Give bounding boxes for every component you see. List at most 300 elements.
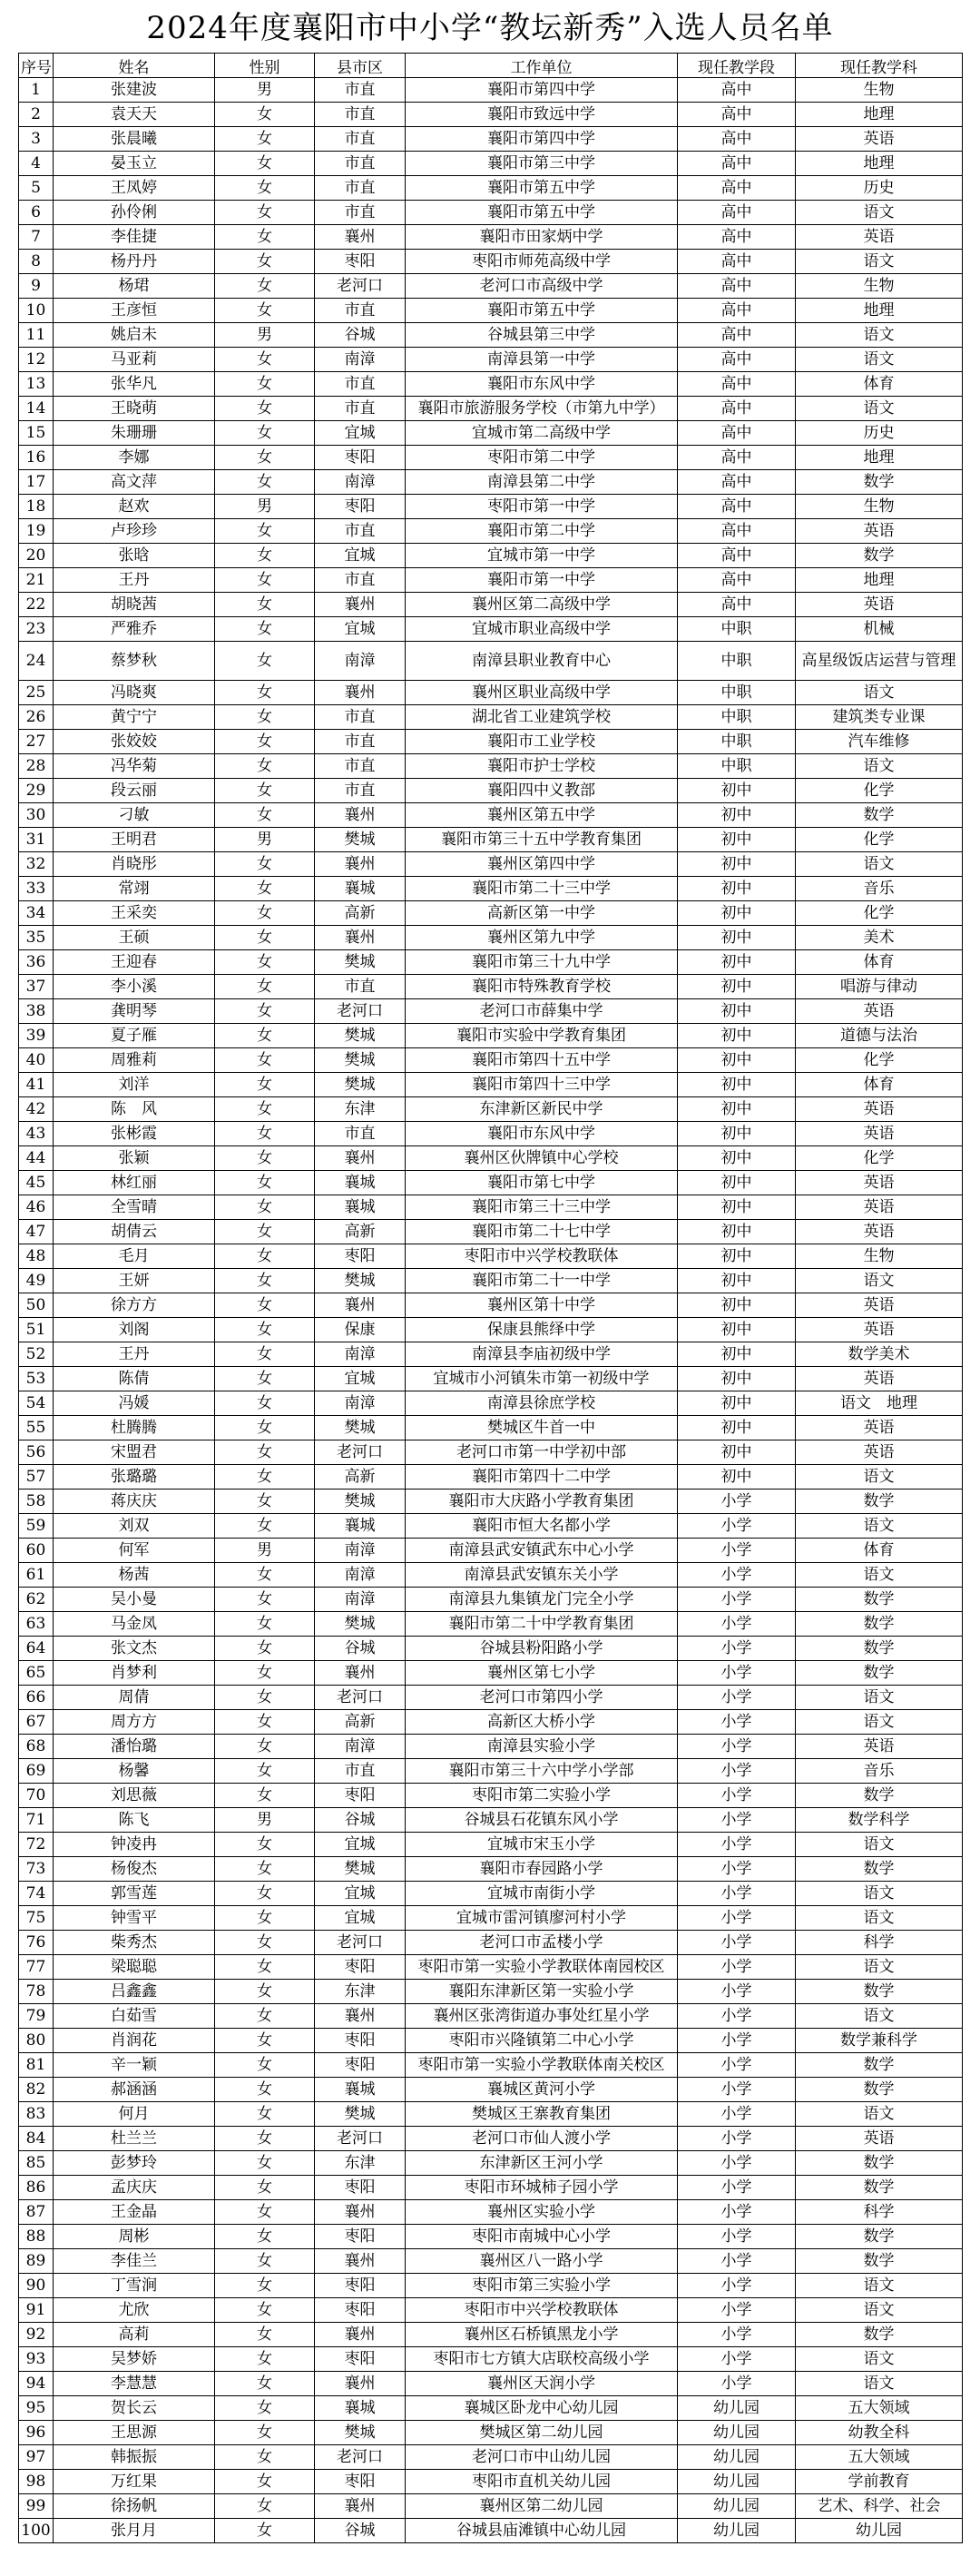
cell-workplace: 襄阳市特殊教育学校 xyxy=(406,975,678,999)
table-row xyxy=(19,2151,963,2176)
cell-name: 周倩 xyxy=(54,1686,215,1710)
cell-workplace: 谷城县第三中学 xyxy=(406,323,678,348)
table-row xyxy=(19,2176,963,2200)
cell-subject: 英语 xyxy=(796,1367,963,1391)
cell-name: 万红果 xyxy=(54,2470,215,2494)
cell-workplace: 襄阳市旅游服务学校（市第九中学） xyxy=(406,397,678,421)
cell-stage: 小学 xyxy=(678,1931,796,1955)
cell-gender: 女 xyxy=(215,446,315,470)
cell-district: 樊城 xyxy=(315,1024,406,1048)
cell-stage: 高中 xyxy=(678,593,796,617)
cell-index: 53 xyxy=(19,1367,54,1391)
cell-index: 70 xyxy=(19,1784,54,1808)
cell-name: 王彦恒 xyxy=(54,299,215,323)
cell-subject: 英语 xyxy=(796,593,963,617)
cell-district: 南漳 xyxy=(315,1735,406,1759)
table-row xyxy=(19,779,963,803)
cell-subject: 数学 xyxy=(796,2249,963,2274)
cell-index: 77 xyxy=(19,1955,54,1980)
cell-index: 33 xyxy=(19,877,54,901)
table-row xyxy=(19,1514,963,1539)
table-row xyxy=(19,1465,963,1490)
table-row xyxy=(19,1784,963,1808)
cell-stage: 小学 xyxy=(678,2200,796,2225)
cell-name: 张月月 xyxy=(54,2519,215,2543)
cell-workplace: 襄阳市第七中学 xyxy=(406,1171,678,1195)
cell-stage: 幼儿园 xyxy=(678,2470,796,2494)
table-row xyxy=(19,1833,963,1857)
cell-stage: 小学 xyxy=(678,2225,796,2249)
cell-name: 辛一颖 xyxy=(54,2053,215,2078)
cell-name: 彭梦玲 xyxy=(54,2151,215,2176)
cell-district: 南漳 xyxy=(315,1342,406,1367)
cell-index: 26 xyxy=(19,705,54,730)
cell-district: 市直 xyxy=(315,975,406,999)
cell-workplace: 枣阳市师苑高级中学 xyxy=(406,250,678,274)
cell-gender: 女 xyxy=(215,1931,315,1955)
cell-index: 28 xyxy=(19,754,54,779)
cell-stage: 小学 xyxy=(678,1833,796,1857)
cell-name: 柴秀杰 xyxy=(54,1931,215,1955)
cell-district: 谷城 xyxy=(315,323,406,348)
cell-gender: 女 xyxy=(215,421,315,446)
cell-district: 市直 xyxy=(315,201,406,225)
cell-index: 11 xyxy=(19,323,54,348)
cell-district: 宜城 xyxy=(315,617,406,642)
cell-gender: 女 xyxy=(215,201,315,225)
cell-subject: 科学 xyxy=(796,1931,963,1955)
cell-gender: 女 xyxy=(215,593,315,617)
cell-subject: 语文 xyxy=(796,1833,963,1857)
cell-gender: 女 xyxy=(215,2519,315,2543)
cell-index: 12 xyxy=(19,348,54,372)
cell-stage: 初中 xyxy=(678,901,796,926)
cell-index: 84 xyxy=(19,2127,54,2151)
cell-district: 市直 xyxy=(315,705,406,730)
cell-gender: 女 xyxy=(215,2494,315,2519)
cell-name: 孙伶俐 xyxy=(54,201,215,225)
cell-name: 张文杰 xyxy=(54,1637,215,1661)
cell-subject: 语文 地理 xyxy=(796,1391,963,1416)
cell-name: 杨茜 xyxy=(54,1563,215,1588)
cell-name: 贺长云 xyxy=(54,2396,215,2421)
cell-index: 87 xyxy=(19,2200,54,2225)
cell-subject: 生物 xyxy=(796,1244,963,1269)
table-row xyxy=(19,1195,963,1220)
cell-workplace: 襄阳市工业学校 xyxy=(406,730,678,754)
cell-workplace: 襄阳市第三十九中学 xyxy=(406,950,678,975)
cell-district: 樊城 xyxy=(315,950,406,975)
cell-name: 段云丽 xyxy=(54,779,215,803)
cell-name: 梁聪聪 xyxy=(54,1955,215,1980)
cell-district: 枣阳 xyxy=(315,495,406,519)
cell-subject: 英语 xyxy=(796,127,963,152)
table-row xyxy=(19,2200,963,2225)
cell-stage: 初中 xyxy=(678,1367,796,1391)
cell-workplace: 枣阳市中兴学校教联体 xyxy=(406,2298,678,2323)
cell-workplace: 襄阳市大庆路小学教育集团 xyxy=(406,1490,678,1514)
cell-name: 严雅乔 xyxy=(54,617,215,642)
cell-stage: 幼儿园 xyxy=(678,2396,796,2421)
cell-index: 98 xyxy=(19,2470,54,2494)
cell-index: 52 xyxy=(19,1342,54,1367)
cell-district: 枣阳 xyxy=(315,2347,406,2372)
cell-gender: 女 xyxy=(215,127,315,152)
cell-subject: 英语 xyxy=(796,1735,963,1759)
cell-index: 37 xyxy=(19,975,54,999)
table-row xyxy=(19,2078,963,2102)
cell-district: 襄州 xyxy=(315,2200,406,2225)
cell-index: 71 xyxy=(19,1808,54,1833)
cell-subject: 科学 xyxy=(796,2200,963,2225)
cell-workplace: 宜城市宋玉小学 xyxy=(406,1833,678,1857)
table-row xyxy=(19,593,963,617)
cell-district: 南漳 xyxy=(315,1391,406,1416)
cell-stage: 初中 xyxy=(678,1195,796,1220)
cell-workplace: 枣阳市环城柿子园小学 xyxy=(406,2176,678,2200)
cell-subject: 英语 xyxy=(796,1318,963,1342)
cell-district: 高新 xyxy=(315,901,406,926)
cell-gender: 女 xyxy=(215,1637,315,1661)
cell-subject: 语文 xyxy=(796,2347,963,2372)
cell-district: 保康 xyxy=(315,1318,406,1342)
cell-name: 马亚莉 xyxy=(54,348,215,372)
cell-index: 83 xyxy=(19,2102,54,2127)
table-row xyxy=(19,1490,963,1514)
table-row xyxy=(19,225,963,250)
cell-workplace: 襄阳市田家炳中学 xyxy=(406,225,678,250)
cell-district: 襄城 xyxy=(315,1195,406,1220)
cell-name: 胡晓茜 xyxy=(54,593,215,617)
cell-gender: 女 xyxy=(215,1342,315,1367)
cell-workplace: 襄州区第四中学 xyxy=(406,852,678,877)
cell-gender: 女 xyxy=(215,1955,315,1980)
cell-stage: 幼儿园 xyxy=(678,2494,796,2519)
cell-subject: 英语 xyxy=(796,999,963,1024)
cell-subject: 语文 xyxy=(796,2274,963,2298)
cell-stage: 初中 xyxy=(678,999,796,1024)
cell-workplace: 老河口市薛集中学 xyxy=(406,999,678,1024)
cell-stage: 小学 xyxy=(678,2372,796,2396)
table-row xyxy=(19,950,963,975)
cell-subject: 数学 xyxy=(796,2225,963,2249)
cell-name: 宋盟君 xyxy=(54,1440,215,1465)
cell-workplace: 襄州区实验小学 xyxy=(406,2200,678,2225)
cell-name: 张颖 xyxy=(54,1146,215,1171)
cell-stage: 初中 xyxy=(678,1269,796,1293)
cell-name: 钟雪平 xyxy=(54,1906,215,1931)
cell-stage: 小学 xyxy=(678,1784,796,1808)
cell-index: 91 xyxy=(19,2298,54,2323)
cell-gender: 女 xyxy=(215,250,315,274)
cell-district: 襄州 xyxy=(315,225,406,250)
cell-district: 高新 xyxy=(315,1220,406,1244)
cell-district: 市直 xyxy=(315,78,406,103)
cell-subject: 语文 xyxy=(796,852,963,877)
table-row xyxy=(19,2372,963,2396)
cell-workplace: 襄城区卧龙中心幼儿园 xyxy=(406,2396,678,2421)
cell-workplace: 襄城区黄河小学 xyxy=(406,2078,678,2102)
table-row xyxy=(19,1906,963,1931)
cell-workplace: 宜城市职业高级中学 xyxy=(406,617,678,642)
cell-subject: 地理 xyxy=(796,299,963,323)
table-row xyxy=(19,1882,963,1906)
cell-workplace: 枣阳市第一实验小学教联体南关校区 xyxy=(406,2053,678,2078)
cell-gender: 女 xyxy=(215,1073,315,1097)
cell-name: 王妍 xyxy=(54,1269,215,1293)
cell-index: 58 xyxy=(19,1490,54,1514)
cell-stage: 小学 xyxy=(678,1588,796,1612)
cell-stage: 小学 xyxy=(678,2274,796,2298)
cell-subject: 英语 xyxy=(796,1171,963,1195)
cell-gender: 女 xyxy=(215,2249,315,2274)
cell-name: 张建波 xyxy=(54,78,215,103)
cell-index: 93 xyxy=(19,2347,54,2372)
cell-subject: 英语 xyxy=(796,1440,963,1465)
table-row xyxy=(19,1391,963,1416)
cell-district: 谷城 xyxy=(315,1637,406,1661)
cell-index: 74 xyxy=(19,1882,54,1906)
cell-district: 襄州 xyxy=(315,803,406,828)
cell-gender: 女 xyxy=(215,730,315,754)
cell-index: 31 xyxy=(19,828,54,852)
cell-gender: 女 xyxy=(215,1097,315,1122)
table-row xyxy=(19,2004,963,2029)
cell-workplace: 谷城县粉阳路小学 xyxy=(406,1637,678,1661)
cell-subject: 数学 xyxy=(796,1612,963,1637)
cell-subject: 机械 xyxy=(796,617,963,642)
cell-index: 15 xyxy=(19,421,54,446)
cell-gender: 女 xyxy=(215,2372,315,2396)
cell-district: 宜城 xyxy=(315,1367,406,1391)
cell-stage: 高中 xyxy=(678,103,796,127)
cell-gender: 女 xyxy=(215,975,315,999)
cell-name: 王思源 xyxy=(54,2421,215,2445)
cell-subject: 数学 xyxy=(796,1661,963,1686)
cell-gender: 女 xyxy=(215,2323,315,2347)
cell-district: 樊城 xyxy=(315,828,406,852)
cell-stage: 小学 xyxy=(678,1980,796,2004)
cell-subject: 英语 xyxy=(796,225,963,250)
cell-index: 22 xyxy=(19,593,54,617)
cell-district: 市直 xyxy=(315,1759,406,1784)
cell-subject: 历史 xyxy=(796,421,963,446)
cell-stage: 中职 xyxy=(678,617,796,642)
cell-district: 樊城 xyxy=(315,1857,406,1882)
cell-subject: 地理 xyxy=(796,568,963,593)
cell-name: 孟庆庆 xyxy=(54,2176,215,2200)
cell-district: 枣阳 xyxy=(315,250,406,274)
table-row xyxy=(19,103,963,127)
table-row xyxy=(19,274,963,299)
cell-gender: 女 xyxy=(215,2274,315,2298)
cell-index: 39 xyxy=(19,1024,54,1048)
cell-name: 杜腾腾 xyxy=(54,1416,215,1440)
cell-stage: 幼儿园 xyxy=(678,2519,796,2543)
cell-district: 东津 xyxy=(315,1980,406,2004)
table-row xyxy=(19,852,963,877)
cell-index: 23 xyxy=(19,617,54,642)
table-row xyxy=(19,495,963,519)
cell-gender: 女 xyxy=(215,1882,315,1906)
cell-stage: 中职 xyxy=(678,681,796,705)
cell-stage: 初中 xyxy=(678,1122,796,1146)
cell-name: 肖润花 xyxy=(54,2029,215,2053)
cell-name: 刘阁 xyxy=(54,1318,215,1342)
cell-index: 96 xyxy=(19,2421,54,2445)
cell-index: 4 xyxy=(19,152,54,176)
cell-subject: 化学 xyxy=(796,828,963,852)
cell-gender: 女 xyxy=(215,2470,315,2494)
cell-subject: 英语 xyxy=(796,1122,963,1146)
cell-index: 36 xyxy=(19,950,54,975)
cell-workplace: 湖北省工业建筑学校 xyxy=(406,705,678,730)
cell-subject: 数学 xyxy=(796,2078,963,2102)
cell-subject: 音乐 xyxy=(796,1759,963,1784)
cell-workplace: 襄州区伙牌镇中心学校 xyxy=(406,1146,678,1171)
cell-subject: 学前教育 xyxy=(796,2470,963,2494)
cell-name: 陈飞 xyxy=(54,1808,215,1833)
cell-stage: 初中 xyxy=(678,1024,796,1048)
cell-subject: 地理 xyxy=(796,152,963,176)
cell-gender: 女 xyxy=(215,999,315,1024)
cell-stage: 高中 xyxy=(678,201,796,225)
cell-index: 42 xyxy=(19,1097,54,1122)
cell-gender: 女 xyxy=(215,1391,315,1416)
cell-gender: 男 xyxy=(215,1808,315,1833)
cell-workplace: 南漳县九集镇龙门完全小学 xyxy=(406,1588,678,1612)
cell-gender: 女 xyxy=(215,1195,315,1220)
cell-workplace: 宜城市小河镇朱市第一初级中学 xyxy=(406,1367,678,1391)
cell-district: 枣阳 xyxy=(315,2298,406,2323)
cell-gender: 女 xyxy=(215,299,315,323)
cell-workplace: 枣阳市第一中学 xyxy=(406,495,678,519)
cell-gender: 女 xyxy=(215,348,315,372)
cell-workplace: 襄阳市第四中学 xyxy=(406,78,678,103)
cell-subject: 英语 xyxy=(796,519,963,544)
cell-stage: 高中 xyxy=(678,78,796,103)
cell-district: 樊城 xyxy=(315,2421,406,2445)
table-row xyxy=(19,1342,963,1367)
cell-name: 郝涵涵 xyxy=(54,2078,215,2102)
table-row xyxy=(19,2396,963,2421)
cell-workplace: 老河口市第四小学 xyxy=(406,1686,678,1710)
cell-name: 肖梦利 xyxy=(54,1661,215,1686)
cell-stage: 初中 xyxy=(678,779,796,803)
cell-district: 市直 xyxy=(315,372,406,397)
cell-index: 43 xyxy=(19,1122,54,1146)
cell-stage: 高中 xyxy=(678,495,796,519)
cell-stage: 初中 xyxy=(678,975,796,999)
cell-subject: 数学 xyxy=(796,803,963,828)
table-row xyxy=(19,1122,963,1146)
table-row xyxy=(19,2445,963,2470)
table-row xyxy=(19,2470,963,2494)
cell-stage: 中职 xyxy=(678,705,796,730)
cell-stage: 初中 xyxy=(678,1171,796,1195)
cell-subject: 道德与法治 xyxy=(796,1024,963,1048)
cell-district: 襄城 xyxy=(315,1171,406,1195)
table-row xyxy=(19,2029,963,2053)
cell-workplace: 南漳县职业教育中心 xyxy=(406,642,678,681)
cell-stage: 小学 xyxy=(678,1710,796,1735)
table-row xyxy=(19,348,963,372)
cell-district: 宜城 xyxy=(315,421,406,446)
cell-gender: 男 xyxy=(215,828,315,852)
cell-index: 85 xyxy=(19,2151,54,2176)
cell-district: 襄州 xyxy=(315,1661,406,1686)
cell-gender: 女 xyxy=(215,2176,315,2200)
cell-district: 樊城 xyxy=(315,1048,406,1073)
table-body xyxy=(19,78,963,2543)
cell-subject: 生物 xyxy=(796,495,963,519)
cell-workplace: 东津新区王河小学 xyxy=(406,2151,678,2176)
cell-stage: 小学 xyxy=(678,1686,796,1710)
table-row xyxy=(19,1588,963,1612)
cell-stage: 小学 xyxy=(678,2176,796,2200)
cell-name: 肖晓彤 xyxy=(54,852,215,877)
cell-workplace: 南漳县武安镇东关小学 xyxy=(406,1563,678,1588)
cell-name: 蔡梦秋 xyxy=(54,642,215,681)
cell-gender: 女 xyxy=(215,705,315,730)
cell-stage: 初中 xyxy=(678,1244,796,1269)
cell-name: 白茹雪 xyxy=(54,2004,215,2029)
cell-stage: 初中 xyxy=(678,1440,796,1465)
table-row xyxy=(19,1539,963,1563)
cell-stage: 高中 xyxy=(678,176,796,201)
cell-name: 刘洋 xyxy=(54,1073,215,1097)
cell-gender: 女 xyxy=(215,1293,315,1318)
cell-stage: 高中 xyxy=(678,152,796,176)
cell-workplace: 襄州区第二高级中学 xyxy=(406,593,678,617)
cell-district: 市直 xyxy=(315,754,406,779)
table-row xyxy=(19,1686,963,1710)
cell-district: 枣阳 xyxy=(315,1784,406,1808)
table-row xyxy=(19,1808,963,1833)
cell-gender: 女 xyxy=(215,754,315,779)
cell-district: 市直 xyxy=(315,1122,406,1146)
cell-index: 95 xyxy=(19,2396,54,2421)
cell-name: 徐方方 xyxy=(54,1293,215,1318)
cell-index: 97 xyxy=(19,2445,54,2470)
table-row xyxy=(19,1244,963,1269)
header-name: 姓名 xyxy=(54,54,215,78)
cell-workplace: 南漳县李庙初级中学 xyxy=(406,1342,678,1367)
cell-index: 30 xyxy=(19,803,54,828)
header-stage: 现任教学段 xyxy=(678,54,796,78)
table-row xyxy=(19,1563,963,1588)
cell-name: 张璐璐 xyxy=(54,1465,215,1490)
cell-subject: 英语 xyxy=(796,2127,963,2151)
cell-workplace: 襄阳市第二十七中学 xyxy=(406,1220,678,1244)
cell-gender: 女 xyxy=(215,926,315,950)
table-row xyxy=(19,1637,963,1661)
cell-index: 89 xyxy=(19,2249,54,2274)
cell-subject: 化学 xyxy=(796,1048,963,1073)
table-row xyxy=(19,568,963,593)
cell-index: 14 xyxy=(19,397,54,421)
cell-subject: 数学 xyxy=(796,1637,963,1661)
cell-name: 张姣姣 xyxy=(54,730,215,754)
cell-district: 市直 xyxy=(315,568,406,593)
table-row xyxy=(19,2127,963,2151)
cell-district: 樊城 xyxy=(315,2102,406,2127)
cell-workplace: 襄阳市第四十二中学 xyxy=(406,1465,678,1490)
cell-stage: 小学 xyxy=(678,2102,796,2127)
table-row xyxy=(19,1931,963,1955)
cell-index: 92 xyxy=(19,2323,54,2347)
cell-stage: 初中 xyxy=(678,1342,796,1367)
